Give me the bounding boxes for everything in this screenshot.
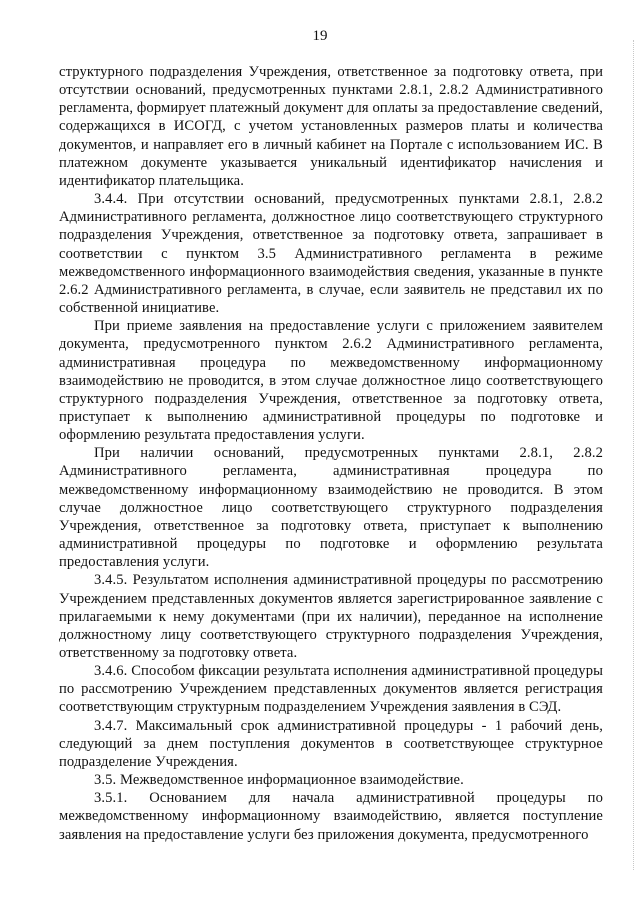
paragraph-3-4-6: 3.4.6. Способом фиксации результата исполнения административной процедуры по рассмотрению Учреждением представленных документов является регистрация соответствующим структурным подразделением Учреждения заявления в СЭД. (59, 663, 603, 716)
paragraph-3-4-7: 3.4.7. Максимальный срок административной процедуры - 1 рабочий день, следующий за днем поступления документов в соответствующее структурное подразделение Учреждения. (59, 717, 603, 770)
paragraph-3-4-4: 3.4.4. При отсутствии оснований, предусмотренных пунктами 2.8.1, 2.8.2 Административного регламента, должностное лицо соответствующего структурного подразделения Учреждения, ответственное за подготовку ответа, запрашивает в соответствии с пунктом 3.5 Административного регламента в режиме межведомственного информационного взаимодействия сведения, указанные в пункте 2.6.2 Административного регламента, в случае, если заявитель не представил их по собственной инициативе. (59, 191, 603, 317)
page-number: 19 (312, 28, 328, 44)
scan-edge-marks (631, 40, 634, 870)
paragraph-3-5-1: 3.5.1. Основанием для начала административной процедуры по межведомственному информационному взаимодействию, является поступление заявления на предоставление услуги без приложения документа, предусмотренного (59, 790, 603, 843)
paragraph-grounds-present: При наличии оснований, предусмотренных пунктами 2.8.1, 2.8.2 Административного регламента, административная процедура по межведомственному информационному взаимодействию не проводится. В этом случае должностное лицо соответствующего структурного подразделения Учреждения, ответственное за подготовку ответа, приступает к выполнению административной процедуры по подготовке и оформлению результата предоставления услуги. (59, 445, 603, 571)
paragraph-document-attached: При приеме заявления на предоставление услуги с приложением заявителем документа, предусмотренного пунктом 2.6.2 Административного регламента, административная процедура по межведомственному информационному взаимодействию не проводится, в этом случае должностное лицо соответствующего структурного подразделения Учреждения, ответственное за подготовку ответа, приступает к выполнению административной процедуры по подготовке и оформлению результата предоставления услуги. (59, 318, 603, 444)
page-text (59, 63, 603, 844)
paragraph-continuation: структурного подразделения Учреждения, ответственное за подготовку ответа, при отсутствии оснований, предусмотренных пунктами 2.8.1, 2.8.2 Административного регламента, формирует платежный документ для оплаты за предоставление сведений, содержащихся в ИСОГД, с учетом установленных размеров платы и количества документов, и направляет его в личный кабинет на Портале с использованием ИС. В платежном документе указывается уникальный идентификатор начисления и идентификатор плательщика. (59, 64, 603, 189)
paragraph-3-4-5: 3.4.5. Результатом исполнения административной процедуры по рассмотрению Учреждением представленных документов является зарегистрированное заявление с прилагаемыми к нему документами (при их наличии), переданное на исполнение должностному лицу соответствующего структурного подразделения Учреждения, ответственному за подготовку ответа. (59, 572, 603, 661)
section-heading-3-5: 3.5. Межведомственное информационное взаимодействие. (94, 772, 464, 789)
